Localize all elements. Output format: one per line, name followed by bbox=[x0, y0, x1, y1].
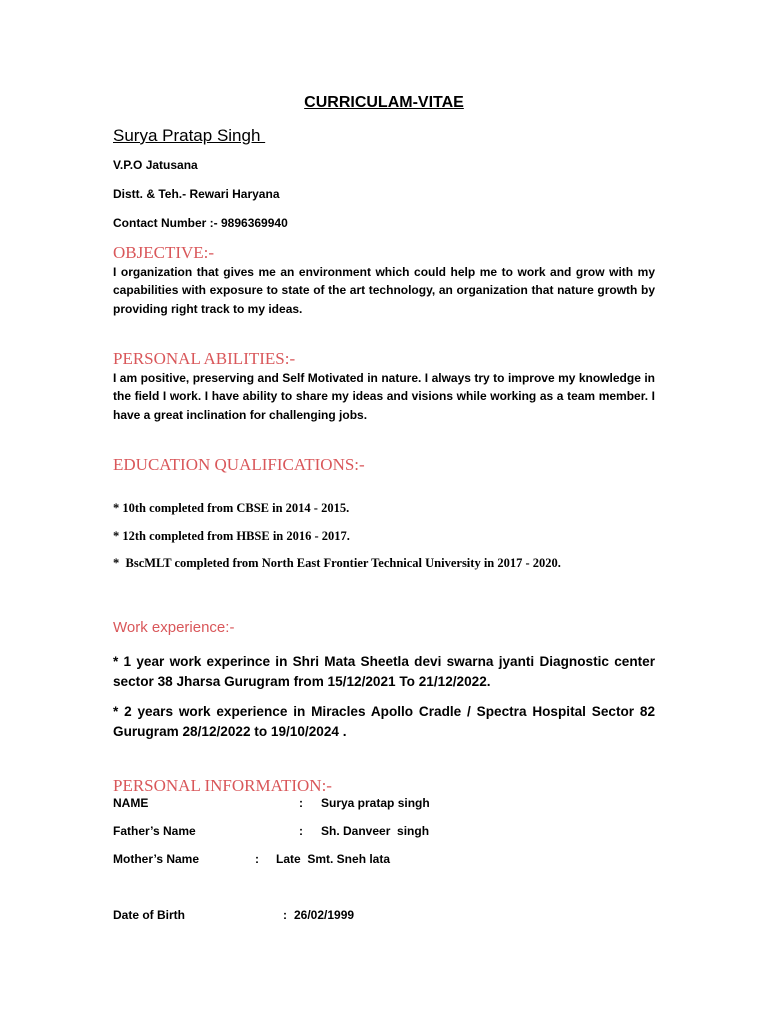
info-label-mother: Mother’s Name bbox=[113, 852, 200, 866]
education-heading: EDUCATION QUALIFICATIONS:- bbox=[113, 455, 365, 474]
info-label-father: Father’s Name bbox=[113, 824, 196, 838]
education-item: * BscMLT completed from North East Frontier Technical University in 2017 - 2020. bbox=[113, 556, 561, 570]
work-item: * 2 years work experience in Miracles Apollo Cradle / Spectra Hospital Sector 82 Gurugram 28/12/2022 to 19/10/2024 . bbox=[113, 704, 655, 739]
objective-text: I organization that gives me an environment which could help me to work and grow with my capabilities with exposure to state of the art technology, an organization that nature growth by providing right track to my ideas. bbox=[113, 265, 655, 316]
info-label-name: NAME bbox=[113, 796, 149, 810]
candidate-name: Surya Pratap Singh bbox=[113, 126, 266, 145]
info-value-father: Sh. Danveer singh bbox=[321, 824, 430, 838]
address-line-1: V.P.O Jatusana bbox=[113, 158, 198, 172]
abilities-heading: PERSONAL ABILITIES:- bbox=[113, 349, 296, 368]
info-sep: : bbox=[299, 824, 303, 838]
work-heading: Work experience:- bbox=[113, 619, 235, 636]
info-sep: : bbox=[283, 908, 287, 922]
abilities-text: I am positive, preserving and Self Motivated in nature. I always try to improve my knowledge in the field I work. I have ability to share my ideas and visions while working as a team member. I have a great inclination for challenging jobs. bbox=[113, 371, 655, 422]
work-item: * 1 year work experince in Shri Mata Sheetla devi swarna jyanti Diagnostic center sector 38 Jharsa Gurugram from 15/12/2021 To 21/12/2022. bbox=[113, 654, 655, 689]
info-value-dob: 26/02/1999 bbox=[294, 908, 355, 922]
info-value-name: Surya pratap singh bbox=[321, 796, 430, 810]
education-item: * 12th completed from HBSE in 2016 - 2017. bbox=[113, 529, 350, 543]
education-item: * 10th completed from CBSE in 2014 - 2015. bbox=[113, 501, 350, 515]
address-line-2: Distt. & Teh.- Rewari Haryana bbox=[113, 187, 280, 201]
contact-number: Contact Number :- 9896369940 bbox=[113, 216, 288, 230]
info-sep: : bbox=[299, 796, 303, 810]
personal-info-heading: PERSONAL INFORMATION:- bbox=[113, 776, 332, 795]
cv-title: CURRICULAM-VITAE bbox=[304, 94, 464, 111]
info-label-dob: Date of Birth bbox=[113, 908, 185, 922]
info-sep: : bbox=[255, 852, 259, 866]
info-value-mother: Late Smt. Sneh lata bbox=[276, 852, 391, 866]
objective-heading: OBJECTIVE:- bbox=[113, 243, 215, 262]
